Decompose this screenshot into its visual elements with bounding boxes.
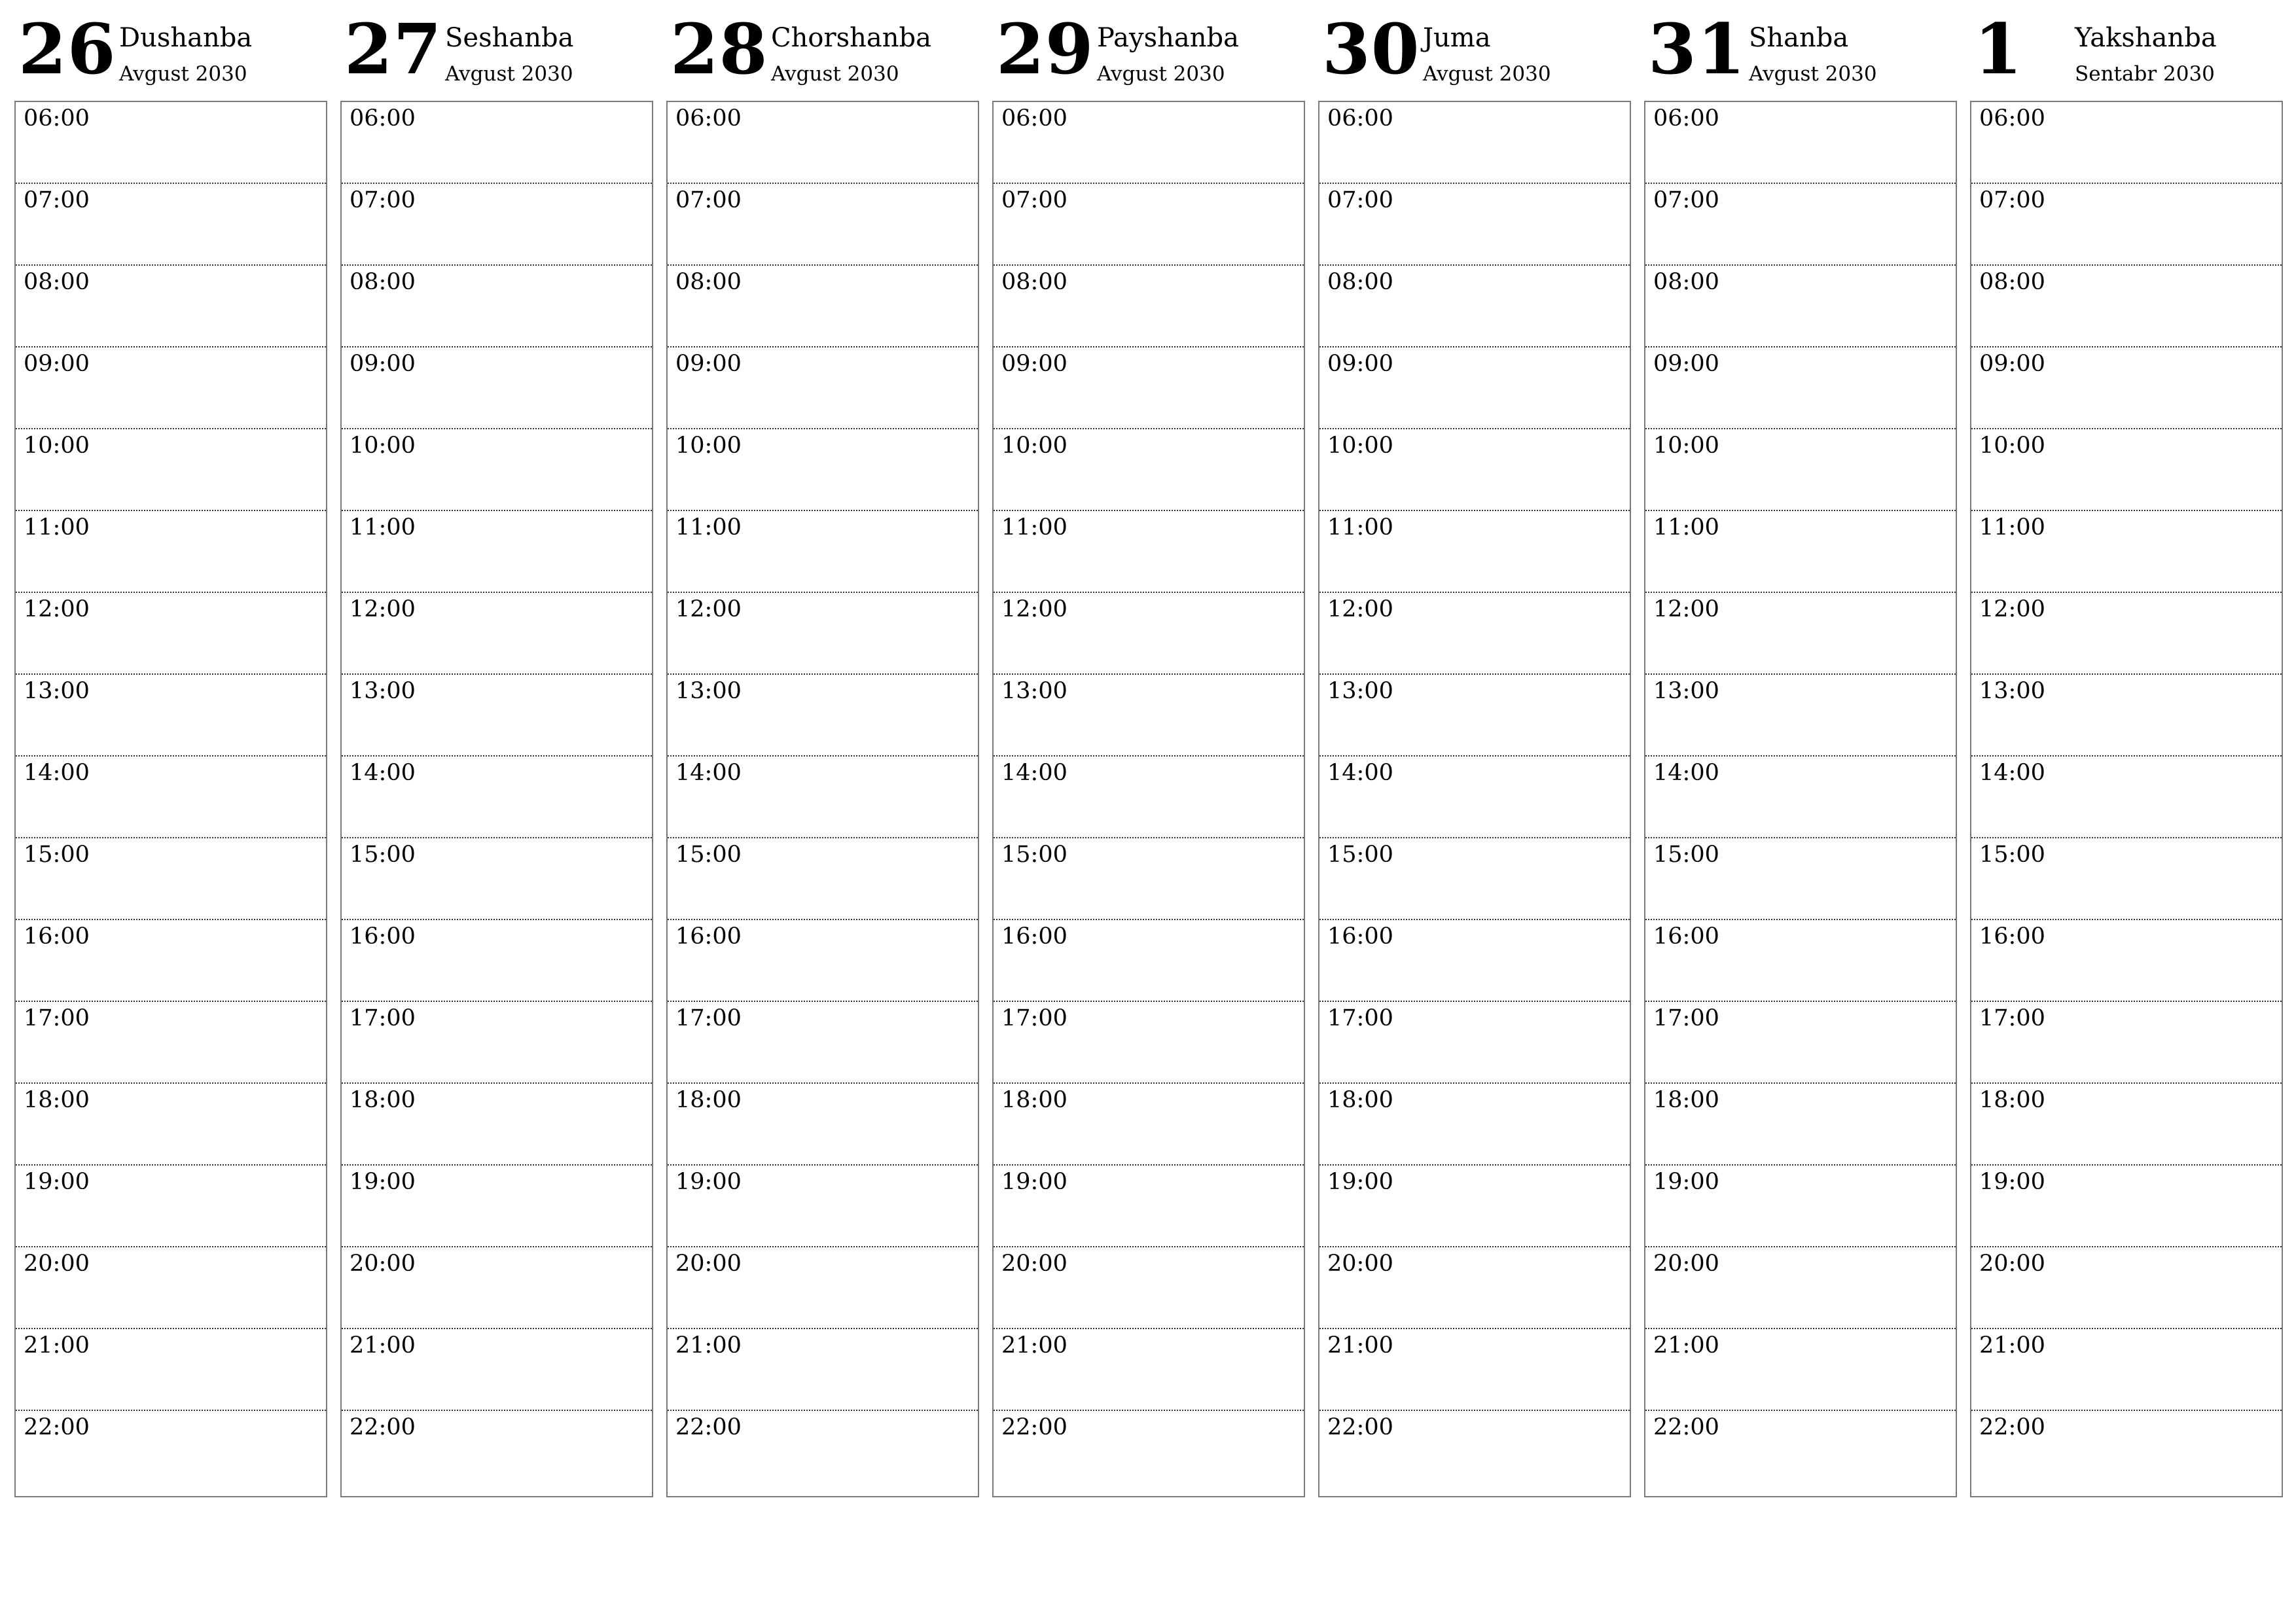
- hour-slot[interactable]: [1319, 1166, 1630, 1247]
- hour-label: 13:00: [1327, 678, 1393, 704]
- hour-label: 17:00: [1327, 1005, 1393, 1031]
- hour-label: 12:00: [1001, 596, 1067, 622]
- hour-label: 22:00: [675, 1414, 742, 1440]
- hour-slot[interactable]: [1319, 102, 1630, 184]
- hour-label: 15:00: [1327, 842, 1393, 868]
- hour-slot[interactable]: [16, 675, 326, 757]
- hour-label: 08:00: [350, 269, 416, 295]
- hour-label: 06:00: [24, 105, 90, 132]
- hour-slot[interactable]: [1645, 429, 1956, 511]
- hour-slot[interactable]: [994, 675, 1304, 757]
- hour-label: 15:00: [24, 842, 90, 868]
- hour-slot[interactable]: [1645, 675, 1956, 757]
- hour-label: 06:00: [1327, 105, 1393, 132]
- hour-label: 12:00: [1653, 596, 1719, 622]
- hour-slot[interactable]: [342, 348, 652, 429]
- hour-slot[interactable]: [994, 1002, 1304, 1084]
- hour-slot[interactable]: [1971, 429, 2282, 511]
- hour-slot[interactable]: [1319, 266, 1630, 348]
- hour-slot[interactable]: [668, 1411, 978, 1493]
- hour-slot[interactable]: [1645, 1411, 1956, 1493]
- hour-slot[interactable]: [668, 920, 978, 1002]
- hour-slot[interactable]: [16, 920, 326, 1002]
- hour-slot[interactable]: [1645, 348, 1956, 429]
- day-schedule-box: [14, 101, 327, 1497]
- hour-label: 19:00: [675, 1169, 742, 1195]
- hour-slot[interactable]: [994, 1166, 1304, 1247]
- hour-label: 22:00: [1653, 1414, 1719, 1440]
- hour-slot[interactable]: [1319, 184, 1630, 266]
- hour-slot[interactable]: [668, 838, 978, 920]
- hour-slot[interactable]: [994, 1084, 1304, 1166]
- day-schedule-box: [340, 101, 653, 1497]
- hour-label: 11:00: [24, 514, 90, 541]
- month-year: Avgust 2030: [119, 62, 247, 86]
- day-schedule-box: [1644, 101, 1957, 1497]
- hour-label: 10:00: [1979, 433, 2045, 459]
- hour-label: 20:00: [1001, 1251, 1067, 1277]
- hour-slot[interactable]: [668, 1329, 978, 1411]
- hour-slot[interactable]: [1971, 1411, 2282, 1493]
- hour-slot[interactable]: [1971, 184, 2282, 266]
- hour-slot[interactable]: [668, 184, 978, 266]
- month-year: Avgust 2030: [771, 62, 899, 86]
- hour-slot[interactable]: [1971, 1084, 2282, 1166]
- hour-slot[interactable]: [342, 1411, 652, 1493]
- hour-label: 07:00: [1001, 187, 1067, 213]
- hour-slot[interactable]: [1319, 838, 1630, 920]
- hour-slot[interactable]: [1319, 593, 1630, 675]
- hour-slot[interactable]: [342, 184, 652, 266]
- hour-slot[interactable]: [342, 102, 652, 184]
- day-name: Juma: [1423, 23, 1491, 53]
- hour-slot[interactable]: [994, 348, 1304, 429]
- hour-slot[interactable]: [668, 348, 978, 429]
- hour-label: 18:00: [24, 1087, 90, 1113]
- hour-slot[interactable]: [668, 511, 978, 593]
- hour-label: 12:00: [1327, 596, 1393, 622]
- hour-label: 20:00: [350, 1251, 416, 1277]
- day-name: Seshanba: [445, 23, 574, 53]
- hour-slot[interactable]: [1319, 429, 1630, 511]
- month-year: Avgust 2030: [1749, 62, 1877, 86]
- hour-label: 14:00: [350, 760, 416, 786]
- day-header: [340, 0, 653, 98]
- hour-slot[interactable]: [668, 1002, 978, 1084]
- hour-slot[interactable]: [1319, 1329, 1630, 1411]
- hour-label: 13:00: [1979, 678, 2045, 704]
- hour-label: 09:00: [24, 351, 90, 377]
- hour-slot[interactable]: [1971, 757, 2282, 838]
- hour-slot[interactable]: [1645, 593, 1956, 675]
- hour-label: 10:00: [350, 433, 416, 459]
- hour-label: 07:00: [675, 187, 742, 213]
- hour-label: 10:00: [1001, 433, 1067, 459]
- hour-label: 17:00: [1001, 1005, 1067, 1031]
- day-header: [666, 0, 979, 98]
- hour-label: 10:00: [1653, 433, 1719, 459]
- hour-slot[interactable]: [16, 1084, 326, 1166]
- hour-label: 09:00: [350, 351, 416, 377]
- hour-label: 18:00: [1327, 1087, 1393, 1113]
- hour-label: 15:00: [1979, 842, 2045, 868]
- hour-label: 17:00: [1653, 1005, 1719, 1031]
- hour-slot[interactable]: [16, 511, 326, 593]
- hour-slot[interactable]: [1645, 1247, 1956, 1329]
- hour-slot[interactable]: [1319, 757, 1630, 838]
- hour-slot[interactable]: [1319, 1247, 1630, 1329]
- day-header: [14, 0, 327, 98]
- hour-label: 11:00: [1653, 514, 1719, 541]
- hour-label: 19:00: [1979, 1169, 2045, 1195]
- hour-label: 08:00: [24, 269, 90, 295]
- hour-slot[interactable]: [668, 102, 978, 184]
- hour-label: 21:00: [1653, 1332, 1719, 1359]
- hour-label: 17:00: [1979, 1005, 2045, 1031]
- hour-slot[interactable]: [1645, 920, 1956, 1002]
- day-schedule-box: [1318, 101, 1631, 1497]
- hour-label: 22:00: [1001, 1414, 1067, 1440]
- hour-label: 17:00: [350, 1005, 416, 1031]
- hour-slot[interactable]: [342, 429, 652, 511]
- hour-label: 16:00: [1327, 923, 1393, 950]
- hour-slot[interactable]: [16, 1247, 326, 1329]
- hour-label: 09:00: [1653, 351, 1719, 377]
- hour-label: 20:00: [1653, 1251, 1719, 1277]
- hour-label: 21:00: [350, 1332, 416, 1359]
- hour-label: 16:00: [350, 923, 416, 950]
- hour-slot[interactable]: [16, 429, 326, 511]
- hour-label: 14:00: [1001, 760, 1067, 786]
- hour-slot[interactable]: [994, 838, 1304, 920]
- hour-label: 07:00: [24, 187, 90, 213]
- hour-slot[interactable]: [1645, 1329, 1956, 1411]
- hour-slot[interactable]: [16, 266, 326, 348]
- hour-slot[interactable]: [668, 593, 978, 675]
- hour-label: 14:00: [24, 760, 90, 786]
- hour-label: 15:00: [675, 842, 742, 868]
- hour-slot[interactable]: [1645, 102, 1956, 184]
- day-schedule-box: [992, 101, 1305, 1497]
- hour-label: 19:00: [1653, 1169, 1719, 1195]
- day-number: 31: [1648, 8, 1746, 90]
- hour-label: 19:00: [350, 1169, 416, 1195]
- hour-label: 08:00: [1979, 269, 2045, 295]
- day-header: [1644, 0, 1957, 98]
- day-schedule-box: [666, 101, 979, 1497]
- hour-slot[interactable]: [16, 1411, 326, 1493]
- hour-slot[interactable]: [1645, 838, 1956, 920]
- day-header: [1970, 0, 2283, 98]
- hour-label: 19:00: [24, 1169, 90, 1195]
- hour-label: 17:00: [675, 1005, 742, 1031]
- day-number: 30: [1322, 8, 1420, 90]
- hour-slot[interactable]: [1971, 511, 2282, 593]
- hour-label: 22:00: [1979, 1414, 2045, 1440]
- hour-label: 09:00: [675, 351, 742, 377]
- hour-label: 15:00: [350, 842, 416, 868]
- day-name: Shanba: [1749, 23, 1849, 53]
- hour-slot[interactable]: [1971, 593, 2282, 675]
- hour-slot[interactable]: [342, 675, 652, 757]
- hour-label: 06:00: [1001, 105, 1067, 132]
- hour-slot[interactable]: [1971, 102, 2282, 184]
- hour-slot[interactable]: [342, 1002, 652, 1084]
- hour-slot[interactable]: [668, 675, 978, 757]
- hour-slot[interactable]: [16, 1166, 326, 1247]
- day-header: [992, 0, 1305, 98]
- hour-slot[interactable]: [994, 920, 1304, 1002]
- hour-label: 21:00: [24, 1332, 90, 1359]
- hour-slot[interactable]: [16, 1002, 326, 1084]
- day-number: 27: [344, 8, 442, 90]
- hour-slot[interactable]: [668, 757, 978, 838]
- hour-slot[interactable]: [1319, 1084, 1630, 1166]
- hour-label: 09:00: [1327, 351, 1393, 377]
- hour-slot[interactable]: [1645, 184, 1956, 266]
- hour-label: 10:00: [1327, 433, 1393, 459]
- day-number: 29: [996, 8, 1094, 90]
- hour-label: 16:00: [1653, 923, 1719, 950]
- hour-slot[interactable]: [994, 184, 1304, 266]
- hour-slot[interactable]: [342, 511, 652, 593]
- hour-slot[interactable]: [994, 757, 1304, 838]
- hour-label: 14:00: [1327, 760, 1393, 786]
- day-number: 28: [670, 8, 768, 90]
- hour-slot[interactable]: [16, 1329, 326, 1411]
- hour-label: 20:00: [1979, 1251, 2045, 1277]
- hour-label: 11:00: [1979, 514, 2045, 541]
- hour-slot[interactable]: [342, 266, 652, 348]
- hour-slot[interactable]: [1971, 1002, 2282, 1084]
- hour-label: 18:00: [1001, 1087, 1067, 1113]
- hour-label: 13:00: [24, 678, 90, 704]
- hour-label: 21:00: [1001, 1332, 1067, 1359]
- hour-label: 06:00: [1653, 105, 1719, 132]
- hour-slot[interactable]: [668, 1166, 978, 1247]
- hour-label: 10:00: [675, 433, 742, 459]
- day-name: Payshanba: [1097, 23, 1239, 53]
- hour-slot[interactable]: [342, 593, 652, 675]
- hour-label: 18:00: [350, 1087, 416, 1113]
- hour-label: 17:00: [24, 1005, 90, 1031]
- hour-slot[interactable]: [16, 757, 326, 838]
- hour-slot[interactable]: [16, 838, 326, 920]
- hour-slot[interactable]: [342, 920, 652, 1002]
- hour-slot[interactable]: [1971, 1166, 2282, 1247]
- hour-slot[interactable]: [1971, 348, 2282, 429]
- hour-label: 09:00: [1979, 351, 2045, 377]
- month-year: Avgust 2030: [445, 62, 573, 86]
- hour-slot[interactable]: [1971, 1247, 2282, 1329]
- hour-label: 16:00: [1979, 923, 2045, 950]
- month-year: Avgust 2030: [1423, 62, 1551, 86]
- hour-slot[interactable]: [1971, 266, 2282, 348]
- hour-label: 13:00: [1001, 678, 1067, 704]
- hour-label: 19:00: [1327, 1169, 1393, 1195]
- hour-label: 13:00: [675, 678, 742, 704]
- hour-slot[interactable]: [1319, 1411, 1630, 1493]
- hour-slot[interactable]: [16, 184, 326, 266]
- hour-slot[interactable]: [1645, 266, 1956, 348]
- hour-slot[interactable]: [342, 838, 652, 920]
- hour-label: 16:00: [24, 923, 90, 950]
- hour-label: 21:00: [1327, 1332, 1393, 1359]
- hour-slot[interactable]: [668, 266, 978, 348]
- hour-slot[interactable]: [1645, 511, 1956, 593]
- hour-slot[interactable]: [1971, 675, 2282, 757]
- hour-slot[interactable]: [668, 1084, 978, 1166]
- hour-label: 08:00: [1001, 269, 1067, 295]
- hour-label: 16:00: [1001, 923, 1067, 950]
- hour-label: 20:00: [675, 1251, 742, 1277]
- hour-label: 07:00: [1653, 187, 1719, 213]
- month-year: Sentabr 2030: [2075, 62, 2215, 86]
- hour-slot[interactable]: [342, 1084, 652, 1166]
- hour-label: 12:00: [1979, 596, 2045, 622]
- hour-label: 21:00: [1979, 1332, 2045, 1359]
- hour-label: 09:00: [1001, 351, 1067, 377]
- hour-label: 12:00: [350, 596, 416, 622]
- hour-label: 07:00: [1327, 187, 1393, 213]
- hour-slot[interactable]: [1645, 1166, 1956, 1247]
- hour-label: 18:00: [675, 1087, 742, 1113]
- hour-label: 16:00: [675, 923, 742, 950]
- hour-label: 12:00: [24, 596, 90, 622]
- hour-label: 22:00: [350, 1414, 416, 1440]
- hour-label: 15:00: [1001, 842, 1067, 868]
- hour-label: 10:00: [24, 433, 90, 459]
- hour-label: 11:00: [1327, 514, 1393, 541]
- hour-label: 21:00: [675, 1332, 742, 1359]
- hour-label: 14:00: [1979, 760, 2045, 786]
- hour-label: 19:00: [1001, 1169, 1067, 1195]
- hour-slot[interactable]: [994, 511, 1304, 593]
- hour-label: 22:00: [1327, 1414, 1393, 1440]
- hour-slot[interactable]: [994, 1247, 1304, 1329]
- hour-slot[interactable]: [1645, 757, 1956, 838]
- hour-label: 11:00: [1001, 514, 1067, 541]
- hour-label: 20:00: [24, 1251, 90, 1277]
- hour-label: 11:00: [350, 514, 416, 541]
- hour-slot[interactable]: [342, 1329, 652, 1411]
- hour-label: 20:00: [1327, 1251, 1393, 1277]
- hour-label: 14:00: [675, 760, 742, 786]
- hour-slot[interactable]: [1319, 348, 1630, 429]
- hour-label: 13:00: [1653, 678, 1719, 704]
- hour-label: 22:00: [24, 1414, 90, 1440]
- hour-slot[interactable]: [16, 102, 326, 184]
- hour-slot[interactable]: [668, 429, 978, 511]
- day-number: 1: [1974, 8, 2023, 90]
- hour-label: 13:00: [350, 678, 416, 704]
- hour-slot[interactable]: [994, 1329, 1304, 1411]
- hour-label: 06:00: [1979, 105, 2045, 132]
- hour-label: 07:00: [1979, 187, 2045, 213]
- day-schedule-box: [1970, 101, 2283, 1497]
- day-name: Dushanba: [119, 23, 253, 53]
- hour-slot[interactable]: [1971, 838, 2282, 920]
- hour-label: 08:00: [1327, 269, 1393, 295]
- hour-slot[interactable]: [994, 102, 1304, 184]
- day-header: [1318, 0, 1631, 98]
- day-number: 26: [18, 8, 117, 90]
- hour-label: 14:00: [1653, 760, 1719, 786]
- hour-slot[interactable]: [1319, 511, 1630, 593]
- hour-slot[interactable]: [994, 1411, 1304, 1493]
- hour-slot[interactable]: [1645, 1002, 1956, 1084]
- hour-slot[interactable]: [342, 1166, 652, 1247]
- hour-slot[interactable]: [668, 1247, 978, 1329]
- hour-slot[interactable]: [1645, 1084, 1956, 1166]
- day-name: Yakshanba: [2075, 23, 2217, 53]
- hour-slot[interactable]: [16, 593, 326, 675]
- hour-slot[interactable]: [1971, 1329, 2282, 1411]
- hour-label: 12:00: [675, 596, 742, 622]
- hour-slot[interactable]: [342, 1247, 652, 1329]
- hour-label: 06:00: [675, 105, 742, 132]
- hour-label: 18:00: [1653, 1087, 1719, 1113]
- hour-slot[interactable]: [994, 429, 1304, 511]
- hour-slot[interactable]: [16, 348, 326, 429]
- hour-label: 08:00: [1653, 269, 1719, 295]
- month-year: Avgust 2030: [1097, 62, 1225, 86]
- hour-label: 07:00: [350, 187, 416, 213]
- hour-slot[interactable]: [1319, 920, 1630, 1002]
- hour-slot[interactable]: [1971, 920, 2282, 1002]
- hour-slot[interactable]: [994, 593, 1304, 675]
- hour-slot[interactable]: [994, 266, 1304, 348]
- hour-slot[interactable]: [342, 757, 652, 838]
- hour-slot[interactable]: [1319, 675, 1630, 757]
- day-name: Chorshanba: [771, 23, 931, 53]
- hour-label: 11:00: [675, 514, 742, 541]
- hour-label: 15:00: [1653, 842, 1719, 868]
- hour-label: 06:00: [350, 105, 416, 132]
- hour-label: 18:00: [1979, 1087, 2045, 1113]
- hour-slot[interactable]: [1319, 1002, 1630, 1084]
- hour-label: 08:00: [675, 269, 742, 295]
